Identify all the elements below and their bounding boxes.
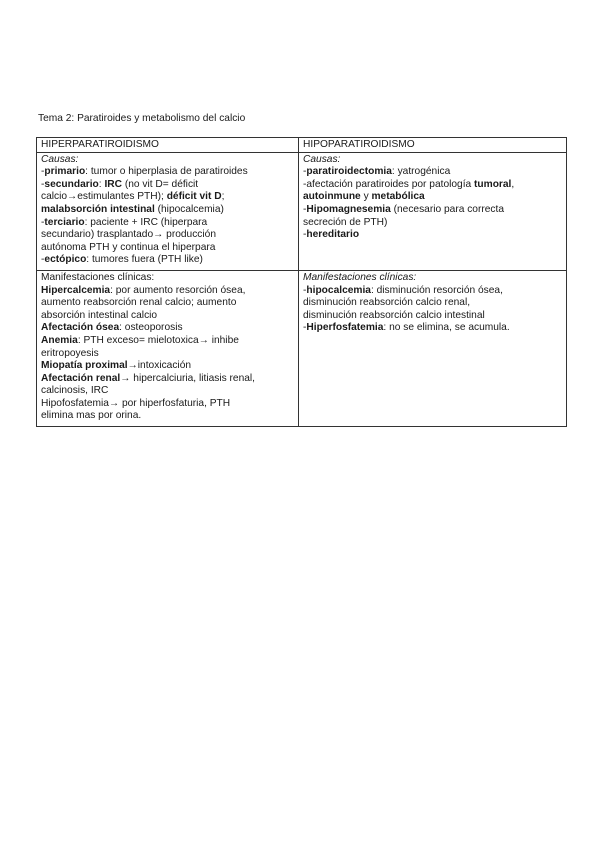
text-segment: → hipercalciuria, litiasis renal, [120,372,256,384]
text-segment: (no vit D= déficit [121,178,199,190]
table-row-causes [37,152,567,270]
text-segment: secreción de PTH) [303,216,388,228]
text-line [303,166,563,179]
text-line [303,285,563,298]
bold-term: primario [44,166,86,178]
bold-term: déficit vit D [166,191,222,203]
text-segment: - [303,322,307,334]
text-line [41,179,295,192]
table-header-row [37,138,567,153]
text-line [303,217,563,230]
cell-hiper-manifestations [37,270,299,426]
text-line [41,373,295,386]
cell-hiper-causes [37,152,299,270]
bold-term: IRC [104,178,122,190]
text-segment: : no se elimina, se acumula. [383,322,510,334]
text-segment: elimina mas por orina. [41,410,142,422]
bold-term: tumoral [474,178,512,190]
bold-term: hipocalcemia [306,284,371,296]
text-line [41,272,295,285]
text-segment: : tumor o hiperplasia de paratiroides [85,166,248,178]
text-segment: (hipocalcemia) [154,203,224,215]
text-line [41,385,295,398]
bold-term: Afectación renal [41,372,121,384]
text-segment: : yatrogénica [391,166,451,178]
comparison-table [36,137,567,427]
text-segment: - [303,229,307,241]
text-line [41,322,295,335]
text-segment: absorción intestinal calcio [41,309,158,321]
text-line [41,166,295,179]
text-line [303,191,563,204]
bold-term: Afectación ósea [41,322,120,334]
table-row-manifestations [37,270,567,426]
text-line [303,204,563,217]
bold-term: Hiperfosfatemia [306,322,384,334]
cell-hipo-causes [299,152,567,270]
text-segment: , [511,178,515,190]
bold-term: Miopatía proximal [41,360,128,372]
text-segment: disminución reabsorción calcio intestinal [303,309,485,321]
bold-term: terciario [44,216,85,228]
text-segment: : [98,178,105,190]
text-line [41,335,295,348]
text-segment: - [303,166,307,178]
text-line [303,310,563,323]
text-line [303,272,563,285]
text-line [41,217,295,230]
text-segment: : tumores fuera (PTH like) [86,254,203,266]
header-hipoparatiroidismo: HIPOPARATIROIDISMO [299,138,567,153]
text-segment: →intoxicación [127,360,192,372]
bold-term: ectópico [44,254,87,266]
text-segment: Causas: [41,153,79,165]
text-segment: : paciente + IRC (hiperpara [84,216,208,228]
text-segment: y [360,191,372,203]
bold-term: secundario [44,178,99,190]
text-segment: -afectación paratiroides por patología [303,178,475,190]
text-segment: : PTH exceso= mielotoxica→ inhibe [77,334,239,346]
text-segment: - [41,166,45,178]
text-segment: Hipofosfatemia→ por hiperfosfaturia, PTH [41,397,231,409]
document-title: Tema 2: Paratiroides y metabolismo del calcio [38,113,246,124]
text-line [303,229,563,242]
text-segment: - [303,284,307,296]
text-line [41,410,295,423]
text-segment: - [41,216,45,228]
text-segment: calcinosis, IRC [41,385,109,397]
bold-term: Hipercalcemia [41,284,111,296]
text-line [303,179,563,192]
bold-term: Anemia [41,334,78,346]
text-segment: - [41,254,45,266]
text-line [303,297,563,310]
text-segment: calcio→estimulantes PTH); [41,191,167,203]
text-line [41,360,295,373]
text-segment: ; [221,191,225,203]
text-segment: secundario) trasplantado→ producción [41,229,216,241]
text-line [41,229,295,242]
text-segment: Manifestaciones clínicas: [303,271,417,283]
text-line [303,322,563,335]
cell-hipo-manifestations [299,270,567,426]
text-line [41,242,295,255]
bold-term: malabsorción intestinal [41,203,155,215]
text-line [41,191,295,204]
bold-term: paratiroidectomia [306,166,392,178]
bold-term: Hipomagnesemia [306,203,391,215]
text-segment: : por aumento resorción ósea, [110,284,246,296]
text-segment: eritropoyesis [41,347,99,359]
text-segment: : disminución resorción ósea, [370,284,503,296]
bold-term: metabólica [371,191,425,203]
text-segment: Causas: [303,153,341,165]
text-line [41,310,295,323]
text-segment: Manifestaciones clínicas: [41,271,155,283]
text-line [41,154,295,167]
text-segment: : osteoporosis [119,322,183,334]
text-line [303,154,563,167]
text-line [41,297,295,310]
text-segment: aumento reabsorción renal calcio; aumento [41,297,237,309]
text-segment: (necesario para correcta [390,203,505,215]
text-line [41,285,295,298]
text-line [41,348,295,361]
text-segment: - [41,178,45,190]
text-segment: autónoma PTH y continua el hiperpara [41,241,216,253]
text-segment: - [303,203,307,215]
bold-term: hereditario [306,229,360,241]
text-segment: disminución reabsorción calcio renal, [303,297,471,309]
text-line [41,254,295,267]
bold-term: autoinmune [303,191,361,203]
header-hiperparatiroidismo: HIPERPARATIROIDISMO [37,138,299,153]
text-line [41,398,295,411]
text-line [41,204,295,217]
